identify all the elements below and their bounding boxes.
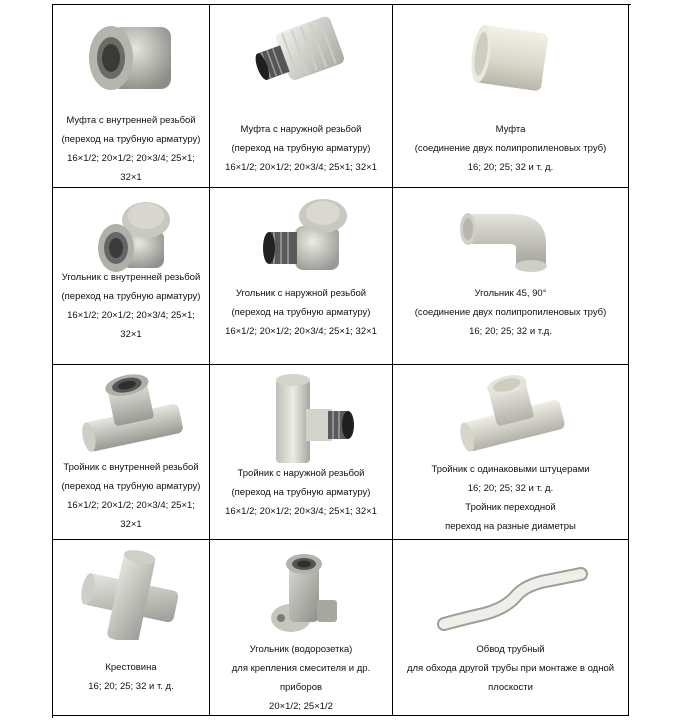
caption-line: Тройник с одинаковыми штуцерами (431, 464, 590, 475)
caption-line: 16×1/2; 20×1/2; 20×3/4; 25×1; (67, 310, 195, 321)
caption-line: 16; 20; 25; 32 и т. д. (467, 162, 554, 173)
caption-line: 32×1 (120, 172, 142, 183)
caption-line: Угольник (водорозетка) (249, 644, 353, 655)
caption-line: Крестовина (105, 662, 157, 673)
elbow-external-thread-image (210, 192, 392, 292)
caption-line: Тройник с внутренней резьбой (63, 462, 199, 473)
caption-line: переход на разные диаметры (445, 521, 576, 532)
cell-elbow-internal-thread (53, 188, 210, 365)
caption-line: (переход на трубную арматуру) (231, 143, 371, 154)
caption-coupling-internal-thread (55, 111, 207, 187)
caption-elbow-45-90 (395, 284, 626, 341)
pipe-bypass-image (393, 544, 628, 644)
fittings-table (52, 4, 631, 718)
coupling-external-thread-image (210, 9, 392, 109)
caption-line: Угольник с наружной резьбой (235, 288, 367, 299)
caption-line: для крепления смесителя и др. (231, 663, 371, 674)
caption-line: Угольник 45, 90° (474, 288, 547, 299)
caption-line: Тройник переходной (465, 502, 556, 513)
caption-line: Муфта (495, 124, 526, 135)
elbow-wall-socket-image (210, 544, 392, 644)
caption-line: (переход на трубную арматуру) (61, 134, 201, 145)
caption-line: 20×1/2; 25×1/2 (269, 701, 333, 712)
caption-line: Муфта с наружной резьбой (240, 124, 362, 135)
caption-elbow-internal-thread (55, 268, 207, 344)
caption-line: для обхода другой трубы при монтаже в одной (406, 663, 615, 674)
caption-line: Муфта с внутренней резьбой (66, 115, 196, 126)
caption-line: 16×1/2; 20×1/2; 20×3/4; 25×1; 32×1 (225, 506, 377, 517)
cross-image (53, 544, 209, 644)
cell-coupling-external-thread (210, 5, 393, 188)
caption-pipe-bypass (395, 640, 626, 697)
caption-cross (55, 658, 207, 696)
caption-coupling (395, 120, 626, 177)
tee-internal-thread-image (53, 369, 209, 469)
cell-elbow-45-90 (393, 188, 629, 365)
coupling-internal-thread-image (53, 9, 209, 109)
caption-line: 16×1/2; 20×1/2; 20×3/4; 25×1; (67, 500, 195, 511)
caption-tee-equal (395, 460, 626, 536)
caption-line: (переход на трубную арматуру) (61, 291, 201, 302)
caption-line: 16; 20; 25; 32 и т. д. (88, 681, 174, 692)
caption-line: 16×1/2; 20×1/2; 20×3/4; 25×1; 32×1 (225, 326, 377, 337)
cell-tee-equal (393, 365, 629, 540)
caption-elbow-external-thread (212, 284, 390, 341)
caption-line: приборов (279, 682, 323, 693)
caption-line: 16×1/2; 20×1/2; 20×3/4; 25×1; 32×1 (225, 162, 377, 173)
cell-coupling (393, 5, 629, 188)
caption-line: Тройник с наружной резьбой (237, 468, 365, 479)
cell-elbow-wall-socket (210, 540, 393, 716)
caption-line: Обвод трубный (476, 644, 545, 655)
caption-line: 16×1/2; 20×1/2; 20×3/4; 25×1; (67, 153, 195, 164)
caption-line: (соединение двух полипропиленовых труб) (414, 307, 607, 318)
caption-line: (переход на трубную арматуру) (61, 481, 201, 492)
elbow-45-90-image (393, 192, 628, 292)
caption-line: 32×1 (120, 329, 142, 340)
caption-line: 16; 20; 25; 32 и т. д. (467, 483, 554, 494)
cell-tee-internal-thread (53, 365, 210, 540)
tee-equal-image (393, 369, 628, 469)
caption-line: 32×1 (120, 519, 142, 530)
cell-cross (53, 540, 210, 716)
coupling-image (393, 9, 628, 109)
tee-external-thread-image (210, 369, 392, 469)
caption-coupling-external-thread (212, 120, 390, 177)
cell-elbow-external-thread (210, 188, 393, 365)
caption-elbow-wall-socket (212, 640, 390, 716)
caption-line: (переход на трубную арматуру) (231, 487, 371, 498)
caption-line: 16; 20; 25; 32 и т.д. (469, 326, 552, 337)
cell-tee-external-thread (210, 365, 393, 540)
caption-line: (переход на трубную арматуру) (231, 307, 371, 318)
caption-tee-internal-thread (55, 458, 207, 534)
cell-coupling-internal-thread (53, 5, 210, 188)
cell-pipe-bypass (393, 540, 629, 716)
caption-line: Угольник с внутренней резьбой (61, 272, 201, 283)
caption-tee-external-thread (212, 464, 390, 521)
caption-line: плоскости (488, 682, 533, 693)
caption-line: (соединение двух полипропиленовых труб) (414, 143, 607, 154)
